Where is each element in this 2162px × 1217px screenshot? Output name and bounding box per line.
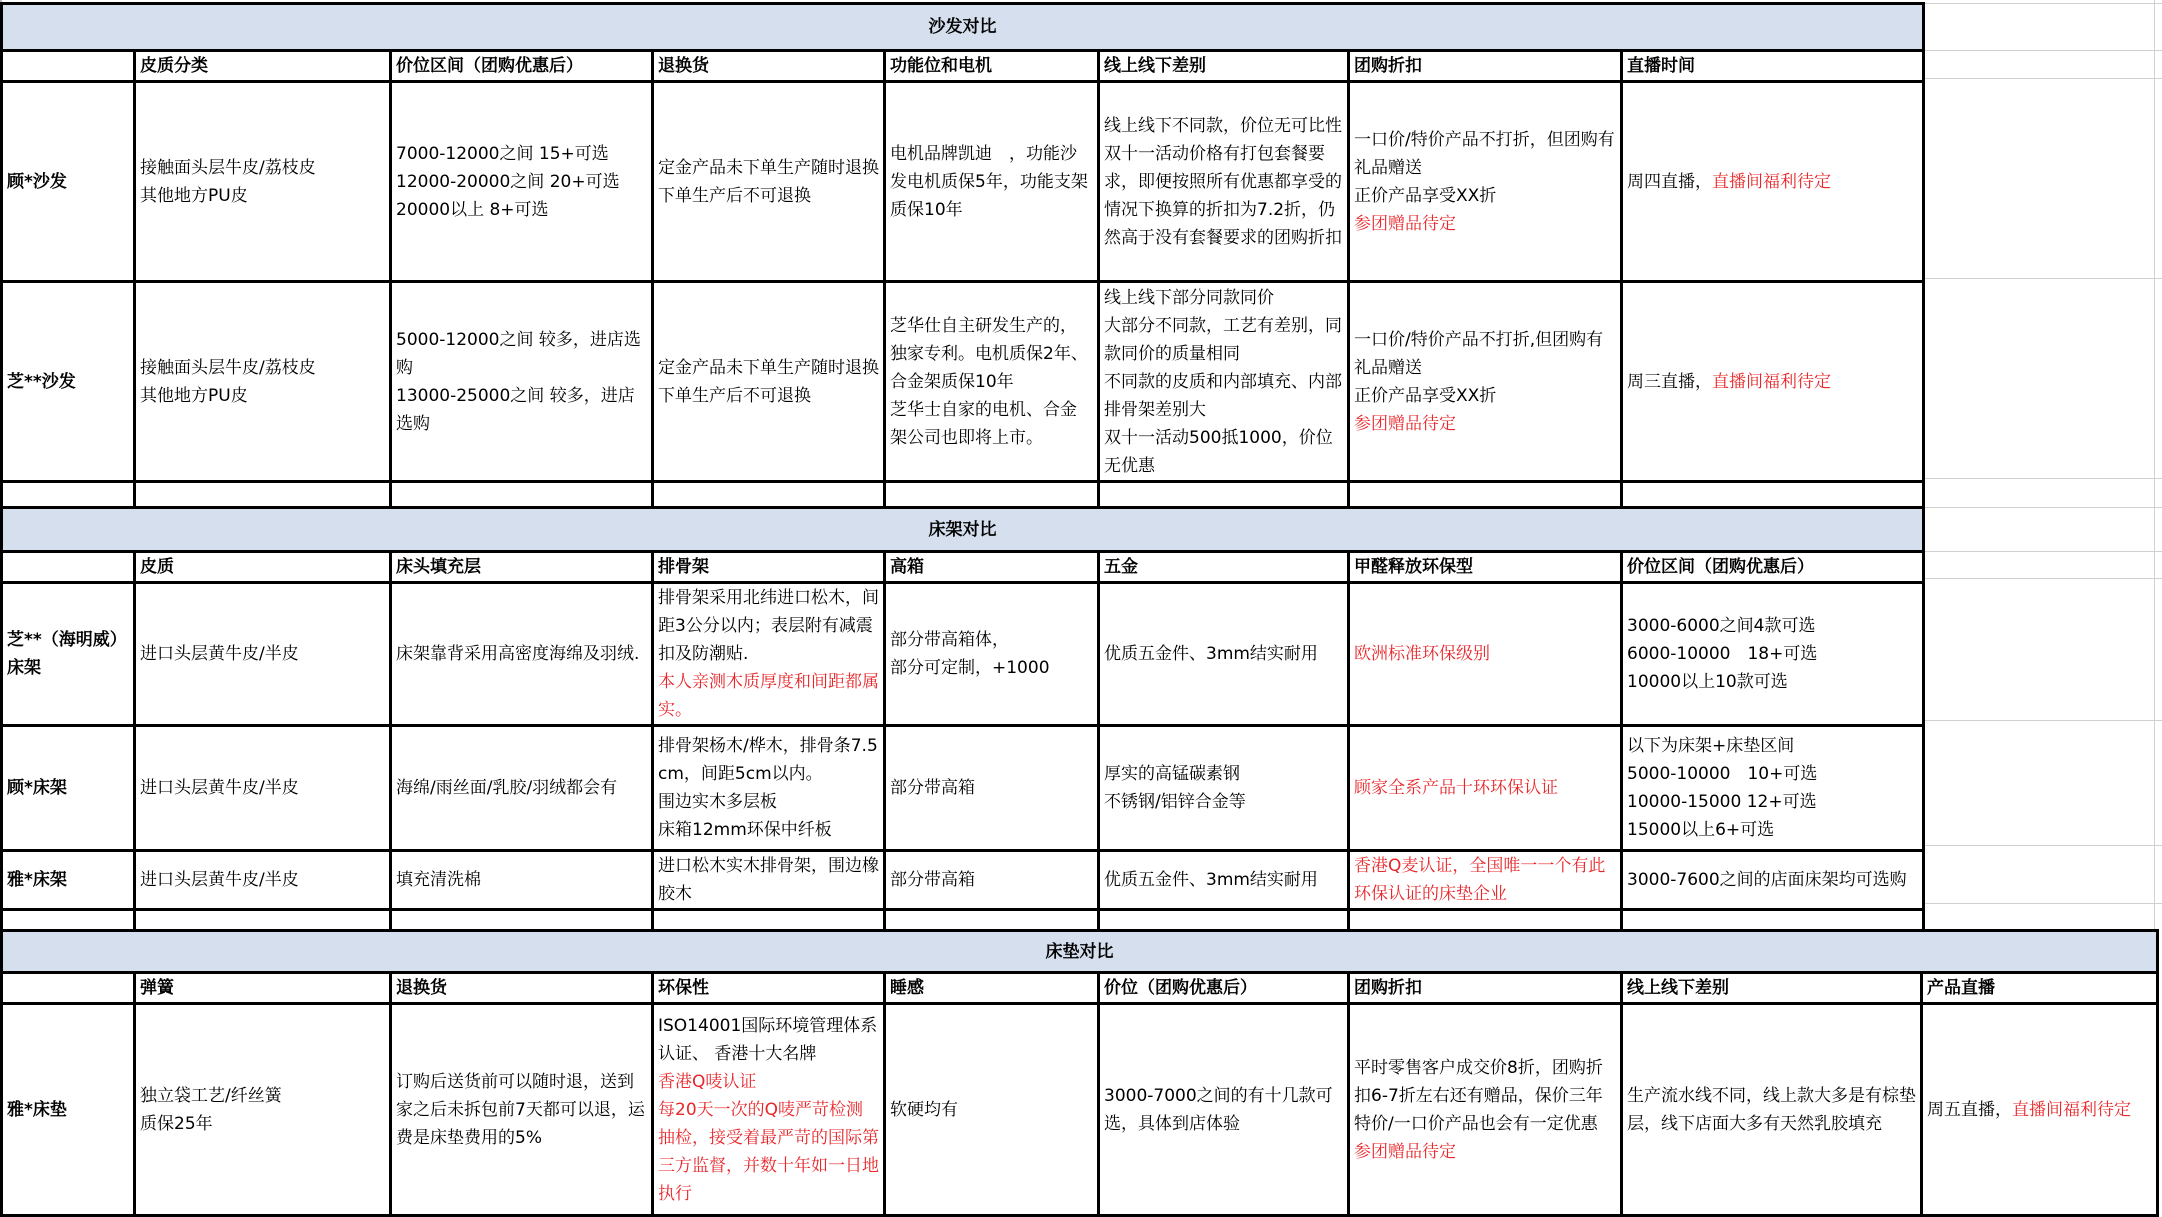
price-cell[interactable]: 以下为床架+床垫区间 5000-10000 10+可选 10000-15000 12+可选 15000以上6+可选 (1622, 726, 1924, 851)
header-formaldehyde[interactable]: 甲醛释放环保型 (1349, 552, 1622, 583)
gridline (1920, 3, 2162, 4)
header-eco[interactable]: 环保性 (653, 973, 885, 1004)
row-name[interactable]: 顾*沙发 (2, 82, 135, 282)
header-leather[interactable]: 皮质分类 (135, 51, 391, 82)
hardware-cell[interactable]: 优质五金件、3mm结实耐用 (1099, 583, 1349, 726)
leather-cell[interactable]: 进口头层黄牛皮/半皮 (135, 726, 391, 851)
leather-cell[interactable]: 进口头层黄牛皮/半皮 (135, 851, 391, 910)
header-returns[interactable]: 退换货 (391, 973, 653, 1004)
eco-cell[interactable]: 顾家全系产品十环环保认证 (1349, 726, 1622, 851)
header-price[interactable]: 价位（团购优惠后） (1099, 973, 1349, 1004)
gridline (1920, 507, 2162, 508)
eco-cell[interactable]: ISO14001国际环境管理体系认证、 香港十大名牌 香港Q唛认证 每20天一次的Q唛严苛检测抽检，接受着最严苛的国际第三方监督，并数十年如一日地执行 (653, 1004, 885, 1216)
returns-cell[interactable]: 定金产品未下单生产随时退换 下单生产后不可退换 (653, 282, 885, 482)
gridline (1920, 478, 2162, 479)
header-cell[interactable] (2, 973, 135, 1004)
price-cell[interactable]: 3000-7000之间的有十几款可选，具体到店体验 (1099, 1004, 1349, 1216)
gridline (1920, 845, 2162, 846)
header-cell[interactable] (2, 51, 135, 82)
gridline (1920, 78, 2162, 79)
hardware-cell[interactable]: 优质五金件、3mm结实耐用 (1099, 851, 1349, 910)
discount-cell[interactable]: 一口价/特价产品不打折，但团购有礼品赠送 正价产品享受XX折 参团赠品待定 (1349, 82, 1622, 282)
header-discount[interactable]: 团购折扣 (1349, 973, 1622, 1004)
leather-cell[interactable]: 接触面头层牛皮/荔枝皮 其他地方PU皮 (135, 82, 391, 282)
leather-cell[interactable]: 接触面头层牛皮/荔枝皮 其他地方PU皮 (135, 282, 391, 482)
header-price[interactable]: 价位区间（团购优惠后） (1622, 552, 1924, 583)
row-name[interactable]: 雅*床架 (2, 851, 135, 910)
sofa-section-title[interactable]: 沙发对比 (2, 4, 1924, 51)
header-leather[interactable]: 皮质 (135, 552, 391, 583)
header-cell[interactable] (2, 552, 135, 583)
price-cell[interactable]: 3000-6000之间4款可选 6000-10000 18+可选 10000以上10款可选 (1622, 583, 1924, 726)
header-online-offline[interactable]: 线上线下差别 (1622, 973, 1922, 1004)
header-discount[interactable]: 团购折扣 (1349, 51, 1622, 82)
price-cell[interactable]: 5000-12000之间 较多，进店选购 13000-25000之间 较多，进店选购 (391, 282, 653, 482)
slats-cell[interactable]: 排骨架杨木/桦木，排骨条7.5cm，间距5cm以内。 围边实木多层板 床箱12mm环保中纤板 (653, 726, 885, 851)
storage-cell[interactable]: 部分带高箱 (885, 726, 1099, 851)
bedframe-section-title[interactable]: 床架对比 (2, 508, 1924, 552)
table-row (2, 851, 1924, 910)
storage-cell[interactable]: 部分带高箱体， 部分可定制，+1000 (885, 583, 1099, 726)
gridline (1920, 720, 2162, 721)
live-cell[interactable]: 周五直播，直播间福利待定 (1922, 1004, 2158, 1216)
sofa-comparison-table (0, 2, 1925, 512)
eco-cell[interactable]: 欧洲标准环保级别 (1349, 583, 1622, 726)
header-headboard-filling[interactable]: 床头填充层 (391, 552, 653, 583)
gridline (1920, 551, 2162, 552)
filling-cell[interactable]: 床架靠背采用高密度海绵及羽绒. (391, 583, 653, 726)
gridline (1920, 278, 2162, 279)
returns-cell[interactable]: 定金产品未下单生产随时退换 下单生产后不可退换 (653, 82, 885, 282)
filling-cell[interactable]: 海绵/雨丝面/乳胶/羽绒都会有 (391, 726, 653, 851)
online-offline-cell[interactable]: 线上线下不同款，价位无可比性 双十一活动价格有打包套餐要求，即便按照所有优惠都享受的情况下换算的折扣为7.2折，仍然高于没有套餐要求的团购折扣 (1099, 82, 1349, 282)
header-live[interactable]: 产品直播 (1922, 973, 2158, 1004)
header-storage[interactable]: 高箱 (885, 552, 1099, 583)
motor-cell[interactable]: 芝华仕自主研发生产的，独家专利。电机质保2年、合金架质保10年 芝华士自家的电机、合金架公司也即将上市。 (885, 282, 1099, 482)
eco-cell[interactable]: 香港Q麦认证，全国唯一一个有此环保认证的床垫企业 (1349, 851, 1622, 910)
header-online-offline[interactable]: 线上线下差别 (1099, 51, 1349, 82)
header-sleep-feel[interactable]: 睡感 (885, 973, 1099, 1004)
header-price[interactable]: 价位区间（团购优惠后） (391, 51, 653, 82)
header-hardware[interactable]: 五金 (1099, 552, 1349, 583)
online-offline-cell[interactable]: 线上线下部分同款同价 大部分不同款，工艺有差别，同款同价的质量相同 不同款的皮质和内部填充、内部排骨架差别大 双十一活动500抵1000，价位无优惠 (1099, 282, 1349, 482)
table-row (2, 1004, 2158, 1216)
row-name[interactable]: 芝**（海明威）床架 (2, 583, 135, 726)
table-row (2, 726, 1924, 851)
mattress-section-title[interactable]: 床垫对比 (2, 931, 2158, 973)
leather-cell[interactable]: 进口头层黄牛皮/半皮 (135, 583, 391, 726)
price-cell[interactable]: 3000-7600之间的店面床架均可选购 (1622, 851, 1924, 910)
spring-cell[interactable]: 独立袋工艺/纤丝簧 质保25年 (135, 1004, 391, 1216)
header-live-time[interactable]: 直播时间 (1622, 51, 1924, 82)
slats-cell[interactable]: 进口松木实木排骨架，围边橡胶木 (653, 851, 885, 910)
table-row (2, 82, 1924, 282)
discount-cell[interactable]: 平时零售客户成交价8折，团购折扣6-7折左右还有赠品，保价三年特价/一口价产品也会有一定优惠 参团赠品待定 (1349, 1004, 1622, 1216)
bedframe-comparison-table (0, 506, 1925, 938)
gridline (1920, 903, 2162, 904)
storage-cell[interactable]: 部分带高箱 (885, 851, 1099, 910)
header-motor[interactable]: 功能位和电机 (885, 51, 1099, 82)
mattress-comparison-table (0, 929, 2159, 1217)
sleep-feel-cell[interactable]: 软硬均有 (885, 1004, 1099, 1216)
header-slats[interactable]: 排骨架 (653, 552, 885, 583)
hardware-cell[interactable]: 厚实的高锰碳素钢 不锈钢/铝锌合金等 (1099, 726, 1349, 851)
discount-cell[interactable]: 一口价/特价产品不打折,但团购有礼品赠送 正价产品享受XX折 参团赠品待定 (1349, 282, 1622, 482)
slats-cell[interactable]: 排骨架采用北纬进口松木，间距3公分以内；表层附有减震扣及防潮贴. 本人亲测木质厚度和间距都属实。 (653, 583, 885, 726)
price-cell[interactable]: 7000-12000之间 15+可选 12000-20000之间 20+可选 20000以上 8+可选 (391, 82, 653, 282)
gridline (1920, 578, 2162, 579)
online-offline-cell[interactable]: 生产流水线不同，线上款大多是有棕垫层，线下店面大多有天然乳胶填充 (1622, 1004, 1922, 1216)
filling-cell[interactable]: 填充清洗棉 (391, 851, 653, 910)
table-row (2, 282, 1924, 482)
returns-cell[interactable]: 订购后送货前可以随时退，送到家之后未拆包前7天都可以退，运费是床垫费用的5% (391, 1004, 653, 1216)
row-name[interactable]: 芝**沙发 (2, 282, 135, 482)
live-time-cell[interactable]: 周四直播，直播间福利待定 (1622, 82, 1924, 282)
gridline (1920, 50, 2162, 51)
row-name[interactable]: 顾*床架 (2, 726, 135, 851)
header-returns[interactable]: 退换货 (653, 51, 885, 82)
row-name[interactable]: 雅*床垫 (2, 1004, 135, 1216)
motor-cell[interactable]: 电机品牌凯迪 ，功能沙发电机质保5年，功能支架质保10年 (885, 82, 1099, 282)
header-spring[interactable]: 弹簧 (135, 973, 391, 1004)
live-time-cell[interactable]: 周三直播，直播间福利待定 (1622, 282, 1924, 482)
table-row (2, 583, 1924, 726)
